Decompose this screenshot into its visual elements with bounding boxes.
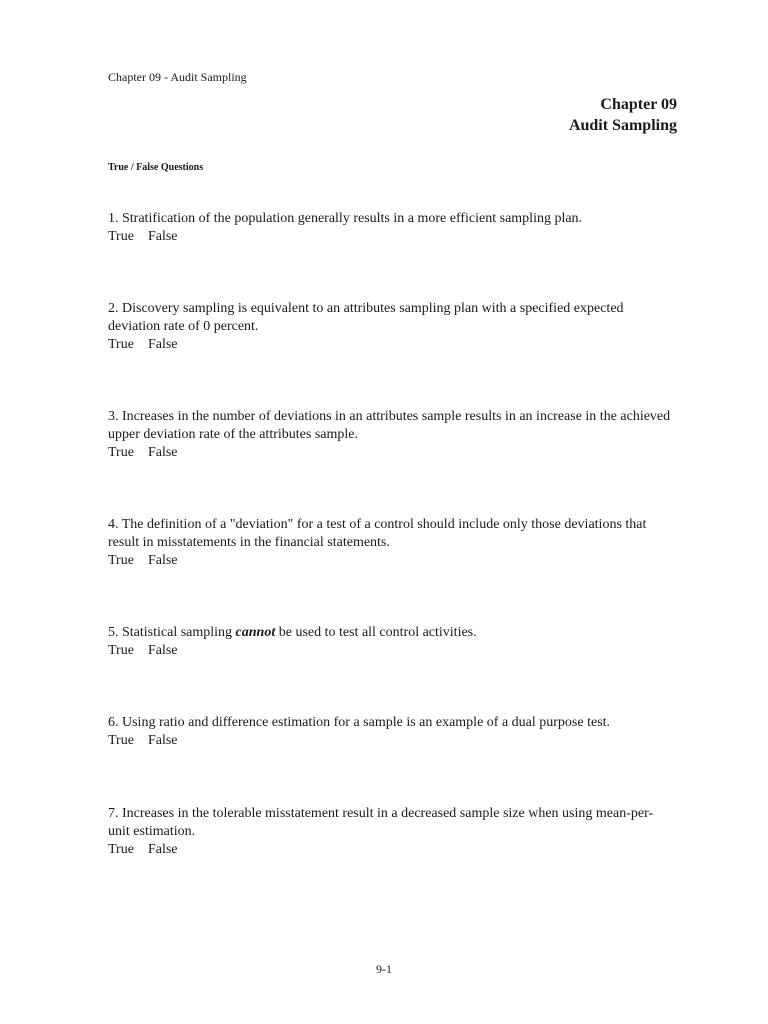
question-text: 3. Increases in the number of deviations in an attributes sample results in an increase in the achieved upper deviation rate of the attributes sample. xyxy=(108,409,671,442)
option-false: False xyxy=(147,643,178,658)
option-true: True xyxy=(108,643,134,658)
option-true: True xyxy=(108,337,134,352)
question-text-after: be used to test all control activities. xyxy=(275,625,477,640)
option-true: True xyxy=(108,842,134,857)
question-text: 6. Using ratio and difference estimation for a sample is an example of a dual purpose test. xyxy=(108,715,611,730)
option-false: False xyxy=(147,445,178,460)
question-text: 2. Discovery sampling is equivalent to an attributes sampling plan with a specified expected deviation rate of 0 percent. xyxy=(108,301,624,334)
question-text: 7. Increases in the tolerable misstatement result in a decreased sample size when using mean-per-unit estimation. xyxy=(108,806,654,839)
question-text-before: 5. Statistical sampling xyxy=(108,625,236,640)
option-true: True xyxy=(108,553,134,568)
option-false: False xyxy=(147,842,178,857)
question-5 xyxy=(108,624,673,660)
option-false: False xyxy=(147,337,178,352)
question-4 xyxy=(108,516,673,570)
answer-options xyxy=(108,642,673,660)
question-3 xyxy=(108,408,673,462)
answer-options xyxy=(108,444,673,462)
chapter-heading xyxy=(569,94,677,136)
option-false: False xyxy=(147,553,178,568)
section-heading: True / False Questions xyxy=(108,162,204,173)
question-6 xyxy=(108,714,673,750)
chapter-number: Chapter 09 xyxy=(600,96,677,113)
question-emphasis: cannot xyxy=(235,625,276,640)
question-1 xyxy=(108,210,673,246)
chapter-title: Audit Sampling xyxy=(568,117,677,134)
question-text xyxy=(108,624,673,642)
option-true: True xyxy=(108,445,134,460)
page-number: 9-1 xyxy=(376,962,392,976)
answer-options xyxy=(108,228,673,246)
option-false: False xyxy=(147,229,178,244)
option-false: False xyxy=(147,733,178,748)
answer-options xyxy=(108,552,673,570)
running-header: Chapter 09 - Audit Sampling xyxy=(108,70,247,84)
answer-options xyxy=(108,336,673,354)
answer-options xyxy=(108,841,673,859)
answer-options xyxy=(108,732,673,750)
question-text: 1. Stratification of the population generally results in a more efficient sampling plan. xyxy=(108,211,583,226)
option-true: True xyxy=(108,229,134,244)
question-7 xyxy=(108,805,673,859)
question-2 xyxy=(108,300,673,354)
option-true: True xyxy=(108,733,134,748)
question-text: 4. The definition of a "deviation" for a test of a control should include only those deviations that result in misstatements in the financial statements. xyxy=(108,517,647,550)
